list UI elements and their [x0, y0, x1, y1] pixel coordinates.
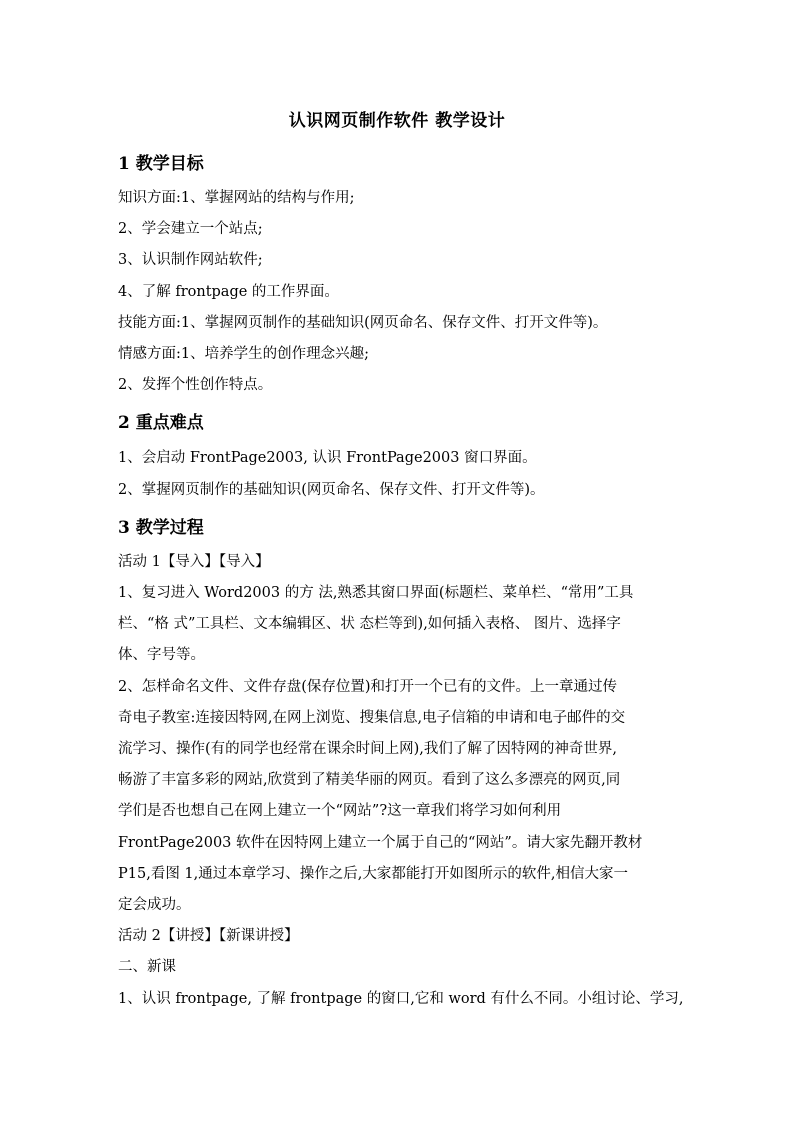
paragraph-line: 4、了解 frontpage 的工作界面。 [118, 284, 339, 300]
paragraph-line: 奇电子教室:连接因特网,在网上浏览、搜集信息,电子信箱的申请和电子邮件的交 [118, 710, 626, 726]
paragraph-line: 2、学会建立一个站点; [118, 221, 263, 237]
paragraph-line: 情感方面:1、培养学生的创作理念兴趣; [118, 346, 369, 362]
paragraph-line: 栏、“格 式”工具栏、文本编辑区、状 态栏等到),如何插入表格、 图片、选择字 [118, 616, 621, 632]
paragraph-line: 活动 2【讲授】【新课讲授】 [118, 928, 299, 944]
paragraph-line: 技能方面:1、掌握网页制作的基础知识(网页命名、保存文件、打开文件等)。 [118, 315, 608, 331]
paragraph-line: 1、认识 frontpage, 了解 frontpage 的窗口,它和 word 有什么不同。小组讨论、学习, [118, 991, 684, 1007]
paragraph-line: 1、复习进入 Word2003 的方 法,熟悉其窗口界面(标题栏、菜单栏、“常用”工具 [118, 585, 634, 601]
paragraph-line: 二、新课 [118, 959, 176, 975]
section-heading-key-points: 2 重点难点 [118, 413, 204, 433]
paragraph-line: 流学习、操作(有的同学也经常在课余时间上网),我们了解了因特网的神奇世界, [118, 741, 618, 757]
section-heading-process: 3 教学过程 [118, 518, 204, 538]
paragraph-line: P15,看图 1,通过本章学习、操作之后,大家都能打开如图所示的软件,相信大家一 [118, 866, 628, 882]
paragraph-line: 体、字号等。 [118, 647, 205, 663]
paragraph-line: 学们是否也想自己在网上建立一个“网站”?这一章我们将学习如何利用 [118, 803, 562, 819]
paragraph-line: 2、掌握网页制作的基础知识(网页命名、保存文件、打开文件等)。 [118, 482, 545, 498]
section-heading-objectives: 1 教学目标 [118, 154, 204, 174]
paragraph-line: 2、发挥个性创作特点。 [118, 377, 273, 393]
paragraph-line: 3、认识制作网站软件; [118, 252, 263, 268]
paragraph-line: 定会成功。 [118, 897, 191, 913]
paragraph-line: 知识方面:1、掌握网站的结构与作用; [118, 190, 355, 206]
paragraph-line: 活动 1【导入】【导入】 [118, 554, 270, 570]
paragraph-line: 1、会启动 FrontPage2003, 认识 FrontPage2003 窗口界面。 [118, 450, 537, 466]
paragraph-line: FrontPage2003 软件在因特网上建立一个属于自己的“网站”。请大家先翻开教材 [118, 835, 643, 851]
paragraph-line: 畅游了丰富多彩的网站,欣赏到了精美华丽的网页。看到了这么多漂亮的网页,同 [118, 772, 621, 788]
document-title: 认识网页制作软件 教学设计 [288, 111, 506, 131]
paragraph-line: 2、怎样命名文件、文件存盘(保存位置)和打开一个已有的文件。上一章通过传 [118, 679, 618, 695]
